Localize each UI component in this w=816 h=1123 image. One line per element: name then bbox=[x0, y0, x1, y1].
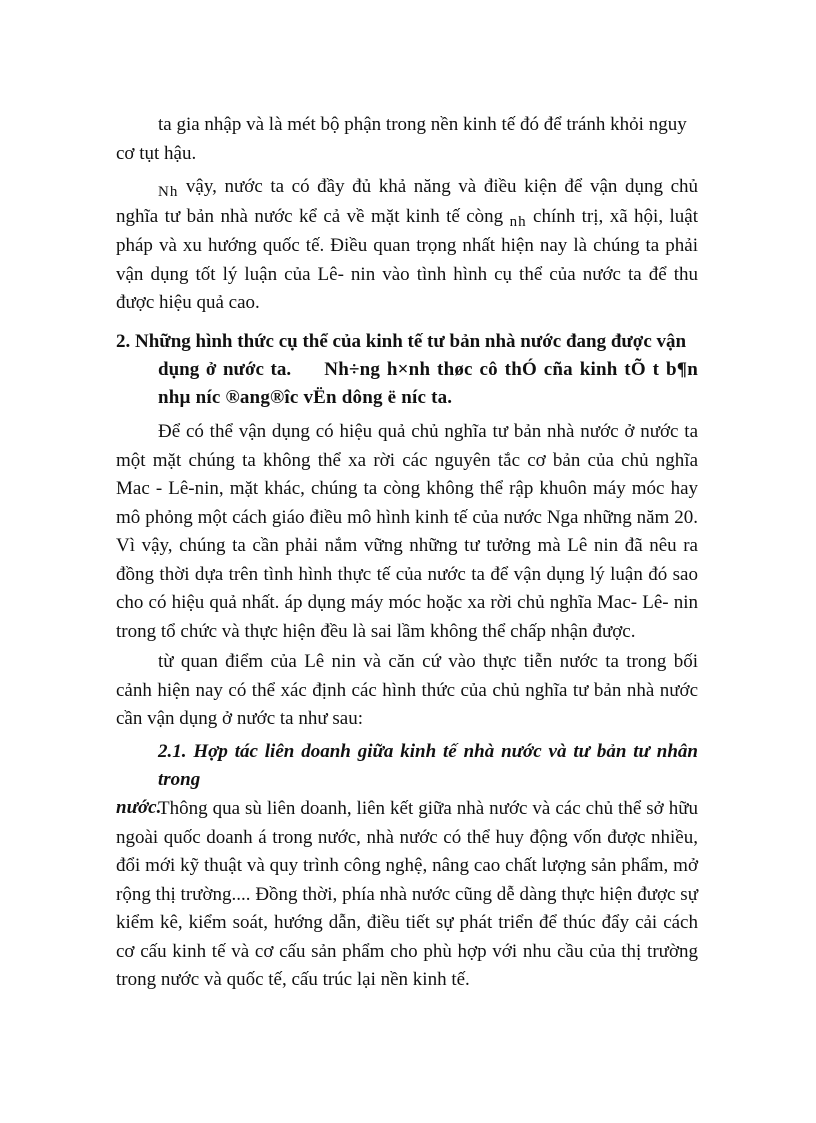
paragraph-conclusion-text-b: chính trị, xã hội, luật pháp và xu hướng quốc tế. Điều quan trọng nhất hiện nay là chúng ta phải vận dụng tốt lý luận của Lê- nin vào tình hình cụ thể của nước ta để thu được hiệu quả cao. bbox=[116, 205, 698, 313]
paragraph-intro-line2: cơ tụt hậu. bbox=[116, 142, 197, 164]
subsection-heading-line1: 2.1. Hợp tác liên doanh giữa kinh tế nhà nước và tư bản tư nhân trong bbox=[158, 741, 698, 790]
section-heading bbox=[116, 328, 698, 412]
section-heading-line1: 2. Những hình thức cụ thể của kinh tế tư bản nhà nước đang được vận bbox=[116, 331, 687, 352]
garbled-nh-1: Nh bbox=[158, 184, 179, 200]
subsection-heading-line2: nước. bbox=[116, 797, 162, 818]
section-heading-line2: dụng ở nước ta. bbox=[158, 359, 292, 380]
garbled-nh-2: nh bbox=[509, 213, 527, 230]
section-heading-garbled: Nh÷ng h×nh thøc cô thÓ cña kinh tÕ t b¶n nhµ níc ®ang®îc vËn dông ë níc ta. bbox=[158, 359, 698, 408]
paragraph-joint-venture: Thông qua sù liên doanh, liên kết giữa nhà nước và các chủ thể sở hữu ngoài quốc doanh á trong nước, nhà nước có thể huy động vốn được nhiều, đổi mới kỹ thuật và quy trình công nghệ, nâng cao chất lượng sản phẩm, mở rộng thị trường.... Đồng thời, phía nhà nước cũng dễ dàng thực hiện được sự kiểm kê, kiểm soát, hướng dẫn, điều tiết sự phát triển để thúc đẩy cải cách cơ cấu kinh tế và cơ cấu sản phẩm cho phù hợp với nhu cầu của thị trường trong nước và quốc tế, cấu trúc lại nền kinh tế. bbox=[116, 798, 698, 990]
paragraph-intro bbox=[116, 111, 698, 168]
paragraph-approach: Để có thể vận dụng có hiệu quả chủ nghĩa tư bản nhà nước ở nước ta một mặt chúng ta không thể xa rời các nguyên tắc cơ bản của chủ nghĩa Mac - Lê-nin, mặt khác, chúng ta còng không thể rập khuôn máy móc hay mô phỏng một cách giáo điều mô hình kinh tế của nước Nga những năm 20. Vì vậy, chúng ta cần phải nắm vững những tư tưởng mà Lê nin đã nêu ra đồng thời dựa trên tình hình thực tế của nước ta để vận dụng lý luận đó sao cho có hiệu quả nhất. áp dụng máy móc hoặc xa rời chủ nghĩa Mac- Lê- nin trong tổ chức và thực hiện đều là sai lầm không thể chấp nhận được. bbox=[116, 421, 698, 642]
paragraph-conclusion bbox=[116, 173, 698, 318]
paragraph-intro-line1: ta gia nhập và là mét bộ phận trong nền kinh tế đó để tránh khỏi nguy bbox=[158, 114, 687, 135]
paragraph-conclusion-text-a: vậy, nước ta có đầy đủ khả năng và điều kiện để vận dụng chủ nghĩa tư bản nhà nước kể cả về mặt kinh tế còng bbox=[116, 176, 698, 227]
paragraph-forms: từ quan điểm của Lê nin và căn cứ vào thực tiễn nước ta trong bối cảnh hiện nay có thể xác định các hình thức của chủ nghĩa tư bản nhà nước cần vận dụng ở nước ta như sau: bbox=[116, 651, 698, 729]
